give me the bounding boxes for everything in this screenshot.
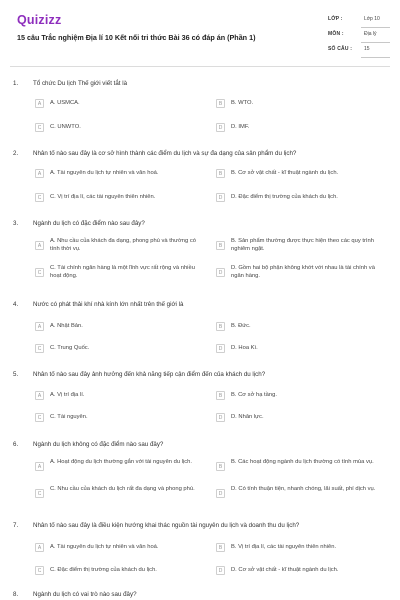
- option-letter-box: A: [35, 322, 44, 331]
- option-letter-box: D: [216, 268, 225, 277]
- meta-class-underline: [361, 27, 390, 28]
- option-letter-box: B: [216, 322, 225, 331]
- option-text: C. Trung Quốc.: [50, 345, 90, 351]
- question-text: Tổ chức Du lịch Thế giới viết tắt là: [33, 80, 128, 87]
- meta-count: [328, 44, 390, 58]
- meta-count-value: 15: [364, 46, 370, 52]
- meta-subject-value: Địa lý: [364, 31, 377, 37]
- option-letter-box: A: [35, 241, 44, 250]
- option-text: B. Sản phẩm thường được thực hiện theo các quy trình nghiêm ngặt.: [231, 238, 374, 252]
- option-letter-box: B: [216, 462, 225, 471]
- option-text: D. Cơ sở vật chất - kĩ thuật ngành du lịch.: [231, 567, 339, 573]
- option-letter-box: B: [216, 391, 225, 400]
- option-text: D. Hoa Kì.: [231, 345, 258, 351]
- option-text: A. Tài nguyên du lịch tự nhiên và văn hoá.: [50, 170, 159, 176]
- question-number: 2.: [13, 150, 19, 157]
- option-letter-box: A: [35, 99, 44, 108]
- question-text: Ngành du lịch có đặc điểm nào sau đây?: [33, 220, 145, 227]
- question-number: 5.: [13, 371, 19, 378]
- option-letter-box: C: [35, 123, 44, 132]
- option-letter-box: D: [216, 566, 225, 575]
- option-text: B. Cơ sở hạ tầng.: [231, 392, 277, 398]
- quizizz-logo: Quizizz: [17, 13, 62, 27]
- option-letter-box: C: [35, 268, 44, 277]
- option-text: C. Nhu cầu của khách du lịch rất đa dạng và phong phú.: [50, 486, 195, 492]
- meta-count-underline: [361, 57, 390, 58]
- option-letter-box: C: [35, 193, 44, 202]
- option-text: A. Nhu cầu của khách đa dạng, phong phú và thường có tính thời vụ.: [50, 238, 196, 252]
- option-text: B. Cơ sở vật chất - kĩ thuật ngành du lịch.: [231, 170, 339, 176]
- option-letter-box: C: [35, 344, 44, 353]
- option-letter-box: C: [35, 413, 44, 422]
- option-letter-box: A: [35, 391, 44, 400]
- option-letter-box: D: [216, 344, 225, 353]
- meta-count-label: SỐ CÂU :: [328, 46, 353, 52]
- option-letter-box: A: [35, 543, 44, 552]
- meta-class-value: Lớp 10: [364, 16, 380, 22]
- option-text: C. Tài nguyên.: [50, 414, 88, 420]
- question-text: Nhân tố nào sau đây ảnh hưởng đến khả năng tiếp cận điểm đến của khách du lịch?: [33, 371, 266, 378]
- option-text: A. Nhật Bản.: [50, 323, 83, 329]
- option-text: B. Đức.: [231, 323, 251, 329]
- option-text: D. IMF.: [231, 124, 250, 130]
- option-letter-box: D: [216, 123, 225, 132]
- header-divider: [10, 66, 390, 67]
- question-text: Nhân tố nào sau đây là cơ sở hình thành các điểm du lịch và sự đa dạng của sản phẩm du lịch?: [33, 150, 297, 157]
- meta-class-label: LỚP :: [328, 16, 343, 22]
- option-text: C. Đặc điểm thị trường của khách du lịch.: [50, 567, 157, 573]
- question-text: Ngành du lịch không có đặc điểm nào sau đây?: [33, 441, 164, 448]
- question-number: 8.: [13, 591, 19, 598]
- option-letter-box: D: [216, 193, 225, 202]
- worksheet-header: [0, 0, 400, 64]
- option-text: A. Hoạt động du lịch thường gắn với tài nguyên du lịch.: [50, 459, 193, 465]
- option-text: D. Gồm hai bộ phận không khớt với nhau là tài chính và ngân hàng.: [231, 265, 375, 279]
- option-letter-box: D: [216, 413, 225, 422]
- option-text: A. Vị trí địa lí.: [50, 392, 85, 398]
- option-text: D. Nhân lực.: [231, 414, 264, 420]
- question-text: Nhân tố nào sau đây là điều kiện hướng khai thác nguồn tài nguyên du lịch và doanh thu du lịch?: [33, 522, 300, 529]
- question-text: Nước có phát thải khí nhà kính lớn nhất trên thế giới là: [33, 301, 184, 308]
- option-text: A. USMCA.: [50, 100, 80, 106]
- option-text: D. Có tính thuận tiện, nhanh chóng, lãi suất, phí dịch vụ.: [231, 486, 376, 492]
- meta-subject-label: MÔN :: [328, 31, 344, 37]
- meta-subject-underline: [361, 42, 390, 43]
- option-text: B. Vị trí địa lí, các tài nguyên thiên nhiên.: [231, 544, 337, 550]
- option-text: B. Các hoạt động ngành du lịch thường có tính mùa vụ.: [231, 459, 374, 465]
- question-number: 6.: [13, 441, 19, 448]
- option-text: C. UNWTO.: [50, 124, 81, 130]
- option-text: C. Vị trí địa lí, các tài nguyên thiên nhiên.: [50, 194, 156, 200]
- option-letter-box: C: [35, 489, 44, 498]
- option-letter-box: A: [35, 169, 44, 178]
- option-text: A. Tài nguyên du lịch tự nhiên và văn hoá.: [50, 544, 159, 550]
- option-letter-box: D: [216, 489, 225, 498]
- meta-class: [328, 14, 390, 28]
- question-number: 3.: [13, 220, 19, 227]
- option-text: D. Đặc điểm thị trường của khách du lịch.: [231, 194, 338, 200]
- option-letter-box: B: [216, 99, 225, 108]
- worksheet-title: 15 câu Trắc nghiệm Địa lí 10 Kết nối tri thức Bài 36 có đáp án (Phần 1): [17, 33, 256, 42]
- question-number: 7.: [13, 522, 19, 529]
- option-letter-box: B: [216, 543, 225, 552]
- option-letter-box: B: [216, 169, 225, 178]
- option-letter-box: A: [35, 462, 44, 471]
- meta-subject: [328, 29, 390, 43]
- option-text: B. WTO.: [231, 100, 254, 106]
- question-number: 4.: [13, 301, 19, 308]
- question-number: 1.: [13, 80, 19, 87]
- option-letter-box: C: [35, 566, 44, 575]
- question-text: Ngành du lịch có vai trò nào sau đây?: [33, 591, 137, 598]
- option-letter-box: B: [216, 241, 225, 250]
- option-text: C. Tài chính ngân hàng là một lĩnh vực rất rộng và nhiều hoạt động.: [50, 265, 195, 279]
